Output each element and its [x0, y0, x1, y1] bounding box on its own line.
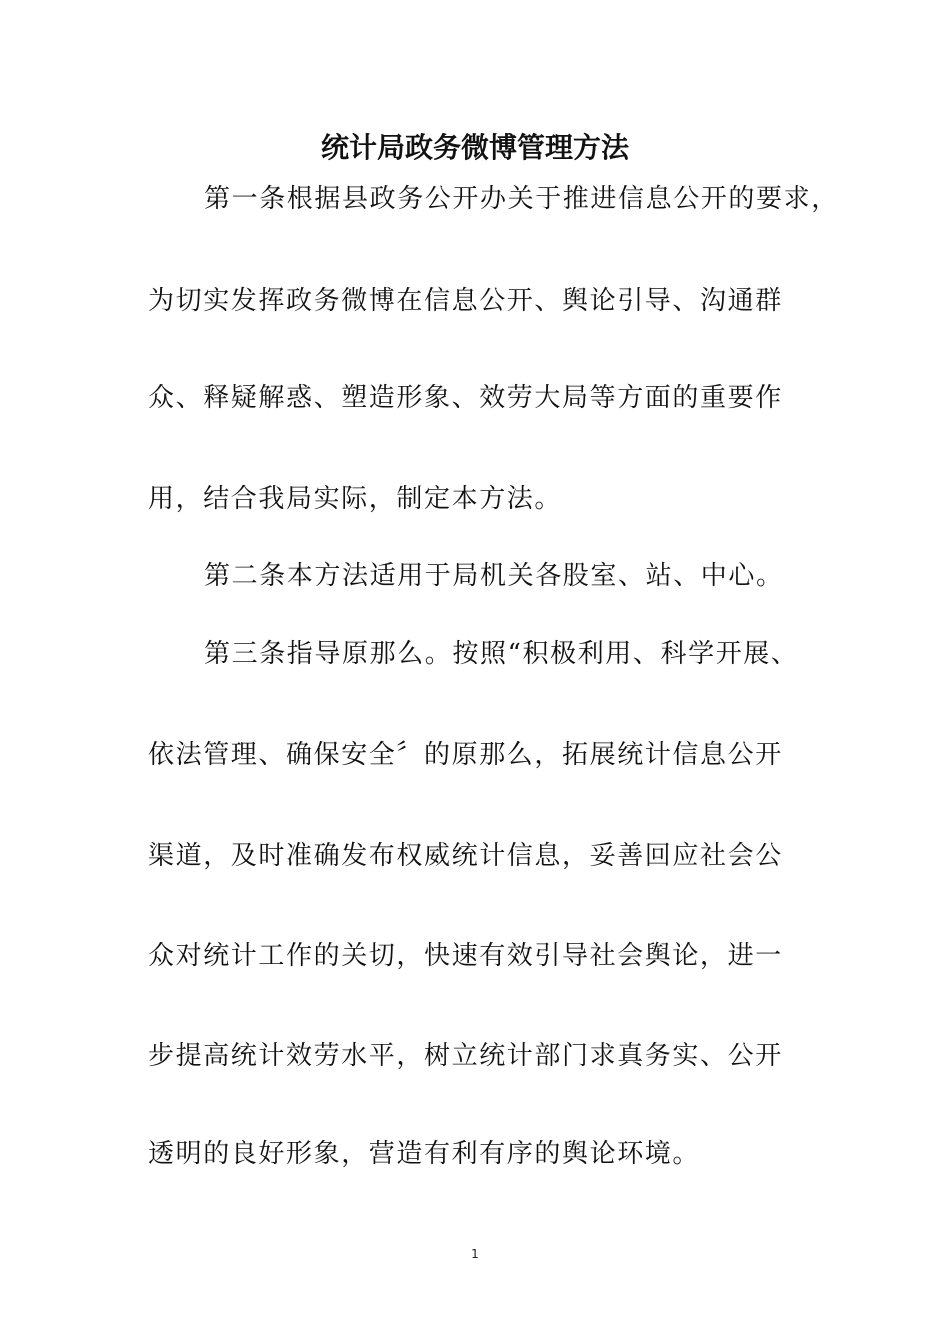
- paragraph-line: 第三条指导原那么。按照“积极利用、科学开展、: [204, 639, 799, 669]
- paragraph-line: 步提高统计效劳水平，树立统计部门求真务实、公开: [148, 1041, 783, 1071]
- document-title: 统计局政务微博管理方法: [320, 131, 629, 164]
- paragraph-line: 第二条本方法适用于局机关各股室、站、中心。: [204, 561, 784, 591]
- paragraph-line: 第一条根据县政务公开办关于推进信息公开的要求，: [204, 184, 839, 214]
- paragraph-line: 为切实发挥政务微博在信息公开、舆论引导、沟通群: [148, 286, 783, 316]
- paragraph-line: 众对统计工作的关切，快速有效引导社会舆论，进一: [148, 941, 783, 971]
- page-number: 1: [471, 1247, 479, 1261]
- paragraph-line: 渠道，及时准确发布权威统计信息，妥善回应社会公: [148, 841, 783, 871]
- paragraph-line: 透明的良好形象，营造有利有序的舆论环境。: [148, 1139, 701, 1169]
- paragraph-line: 众、释疑解惑、塑造形象、效劳大局等方面的重要作: [148, 383, 783, 413]
- paragraph-line: 用，结合我局实际，制定本方法。: [148, 484, 563, 514]
- paragraph-line: 依法管理、确保安全〞的原那么，拓展统计信息公开: [148, 740, 783, 770]
